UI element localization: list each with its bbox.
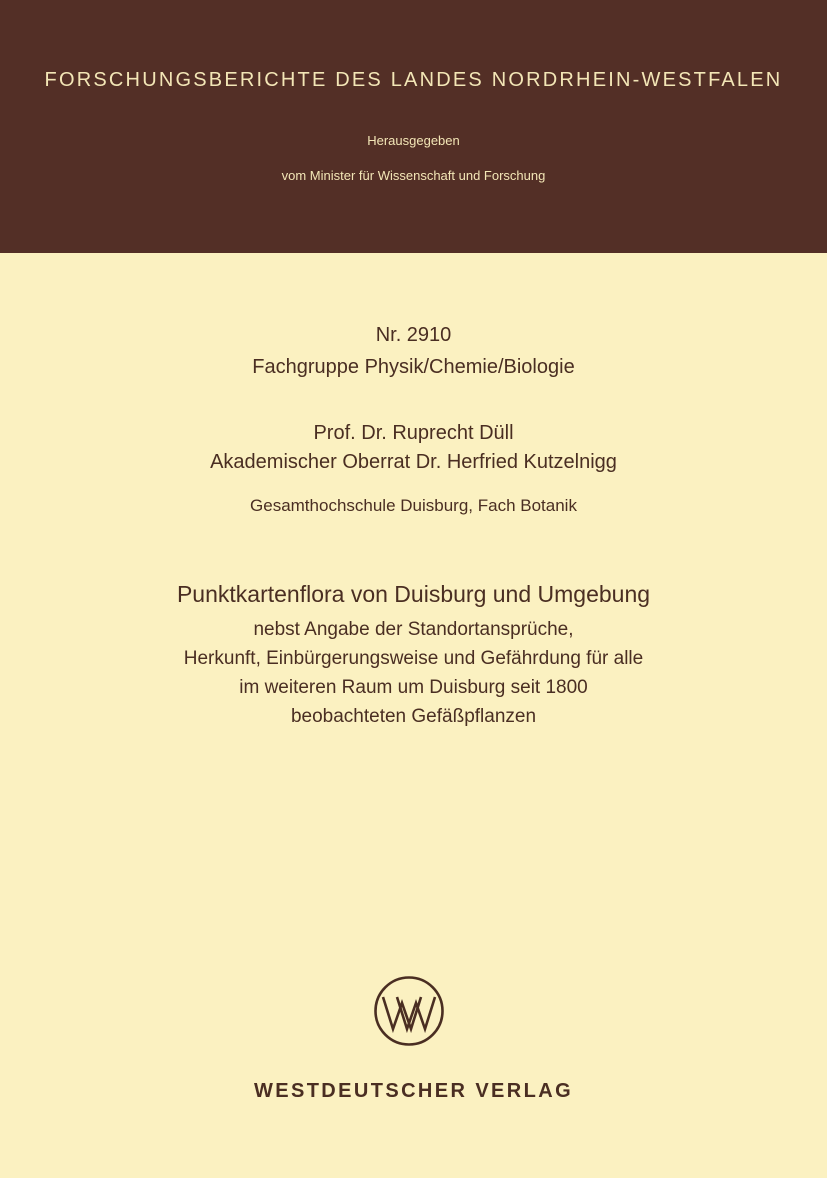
book-title: Punktkartenflora von Duisburg und Umgebung: [176, 581, 651, 607]
author-2: Akademischer Oberrat Dr. Herfried Kutzelnigg: [210, 451, 617, 473]
editor-name: vom Minister für Wissenschaft und Forschung: [281, 168, 546, 183]
institution: Gesamthochschule Duisburg, Fach Botanik: [250, 496, 577, 515]
subtitle-line-2: Herkunft, Einbürgerungsweise und Gefährdung für alle: [183, 648, 644, 669]
series-title: FORSCHUNGSBERICHTE DES LANDES NORDRHEIN-WESTFALEN: [44, 69, 783, 91]
subtitle-line-1: nebst Angabe der Standortansprüche,: [253, 619, 574, 640]
subtitle-line-3: im weiteren Raum um Duisburg seit 1800: [239, 677, 588, 698]
edited-by-label: Herausgegeben: [367, 133, 460, 148]
header-band: [0, 0, 827, 253]
ww-circle-logo-icon: [373, 975, 445, 1047]
author-1: Prof. Dr. Ruprecht Düll: [313, 422, 514, 444]
subtitle-line-4: beobachteten Gefäßpflanzen: [290, 706, 537, 727]
issue-number: Nr. 2910: [375, 324, 452, 346]
publisher-name: WESTDEUTSCHER VERLAG: [253, 1080, 574, 1102]
subject-group: Fachgruppe Physik/Chemie/Biologie: [252, 356, 575, 378]
